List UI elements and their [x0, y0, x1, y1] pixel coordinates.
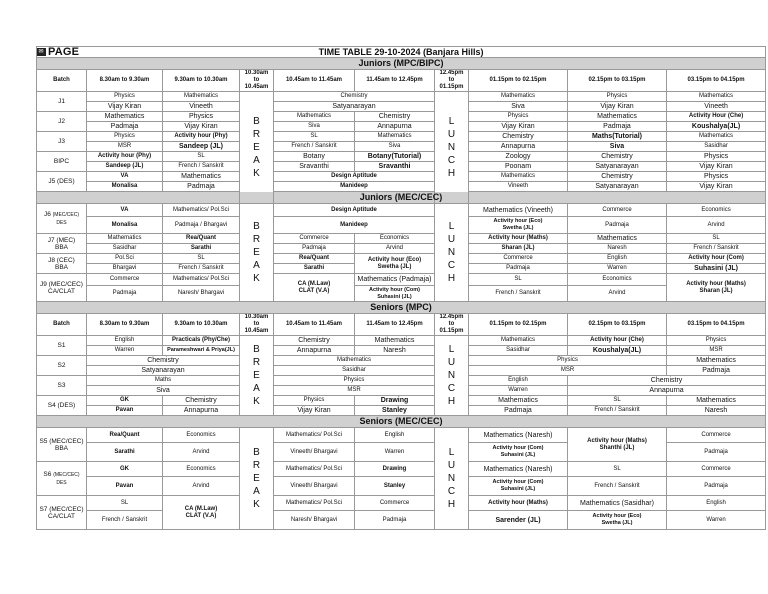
subject-cell: Design Aptitude	[274, 204, 435, 217]
teacher-cell: Sharan (JL)	[469, 244, 568, 254]
table-row	[37, 462, 766, 477]
teacher-cell: Warren	[568, 264, 667, 274]
teacher-cell: Arvind	[568, 286, 667, 302]
subject-cell: SL	[568, 396, 667, 406]
header-row	[37, 70, 766, 92]
subject-cell: Mathematics (Naresh)	[469, 428, 568, 443]
teacher-cell: MSR	[274, 386, 435, 396]
subject-cell: Mathematics	[568, 234, 667, 244]
teacher-cell: Activity hour (Eco) Swetha (JL)	[469, 217, 568, 234]
batch-cell: BIPC	[37, 152, 87, 172]
subject-cell: SL	[274, 132, 355, 142]
teacher-cell: Siva	[87, 386, 240, 396]
subject-cell: Physics	[163, 112, 240, 122]
subject-cell: Mathematics/ Pol.Sci	[274, 462, 355, 477]
header-slot: 12.45pm to 01.15pm	[435, 70, 469, 92]
subject-cell: Activity hour (Com)	[667, 254, 766, 264]
teacher-cell: Vijay Kiran	[87, 102, 163, 112]
batch-cell: J9 (MEC/CEC) CA/CLAT	[37, 274, 87, 302]
teacher-cell: MSR	[667, 346, 766, 356]
teacher-cell: Satyanarayan	[568, 162, 667, 172]
teacher-cell: MSR	[469, 366, 667, 376]
subject-cell: Activity hour (Phy)	[87, 152, 163, 162]
teacher-cell: Satyanarayan	[274, 102, 435, 112]
subject-cell: Mathematics	[355, 336, 435, 346]
table-row	[37, 172, 766, 182]
header-slot: 10.45am to 11.45am	[274, 70, 355, 92]
subject-cell: Mathematics	[469, 172, 568, 182]
teacher-cell: Sasidhar	[469, 346, 568, 356]
subject-cell: Mathematics	[568, 112, 667, 122]
subject-cell: CA (M.Law) CLAT (V.A)	[163, 496, 240, 530]
header-slot: 8.30am to 9.30am	[87, 70, 163, 92]
subject-cell: Mathematics	[667, 396, 766, 406]
subject-cell: VA	[87, 172, 163, 182]
subject-cell: Chemistry	[163, 396, 240, 406]
teacher-cell: Annapurna	[568, 386, 766, 396]
teacher-cell: Manideep	[274, 217, 435, 234]
subject-cell: Physics	[469, 112, 568, 122]
subject-cell: Economics	[667, 204, 766, 217]
subject-cell: SL	[87, 496, 163, 511]
batch-cell: S2	[37, 356, 87, 376]
subject-cell: Chemistry	[469, 132, 568, 142]
subject-cell: Physics	[667, 152, 766, 162]
subject-cell: Physics	[274, 396, 355, 406]
subject-cell: Activity hour (Phy)	[163, 132, 240, 142]
batch-cell: J1	[37, 92, 87, 112]
subject-cell: Mathematics	[355, 132, 435, 142]
subject-cell: Physics	[469, 356, 667, 366]
subject-cell: SL	[469, 274, 568, 286]
subject-cell: Mathematics	[667, 132, 766, 142]
subject-cell: Mathematics	[667, 356, 766, 366]
teacher-cell: Monalisa	[87, 217, 163, 234]
batch-cell: S5 (MEC/CEC) BBA	[37, 428, 87, 462]
teacher-cell: Pavan	[87, 477, 163, 496]
batch-cell: J2	[37, 112, 87, 132]
header-slot: 9.30am to 10.30am	[163, 70, 240, 92]
teacher-cell: Activity hour (Com) Suhasini (JL)	[469, 443, 568, 462]
teacher-cell: Arvind	[163, 443, 240, 462]
subject-cell: Physics	[667, 336, 766, 346]
teacher-cell: Sravanthi	[355, 162, 435, 172]
teacher-cell: Padmaja	[667, 477, 766, 496]
table-row	[37, 274, 766, 286]
subject-cell: Maths	[87, 376, 240, 386]
teacher-cell: Vijay Kiran	[163, 122, 240, 132]
table-row	[37, 122, 766, 132]
header-slot: 8.30am to 9.30am	[87, 314, 163, 336]
batch-cell: S4 (DES)	[37, 396, 87, 416]
subject-cell: Zoology	[469, 152, 568, 162]
teacher-cell: Arvind	[163, 477, 240, 496]
teacher-cell: Padmaja	[469, 406, 568, 416]
section-juniors-mec: Juniors (MEC/CEC)	[37, 192, 766, 204]
teacher-cell: Koushalya(JL)	[568, 346, 667, 356]
teacher-cell: Sasidhar	[667, 142, 766, 152]
batch-cell: S3	[37, 376, 87, 396]
page-title: TIME TABLE 29-10-2024 (Banjara Hills)	[37, 47, 766, 58]
subject-cell: Pol.Sci	[87, 254, 163, 264]
batch-cell: S1	[37, 336, 87, 356]
teacher-cell: Arvind	[355, 244, 435, 254]
subject-cell: Mathematics	[667, 92, 766, 102]
table-row	[37, 386, 766, 396]
teacher-cell: Vijay Kiran	[667, 162, 766, 172]
subject-cell: Physics	[667, 172, 766, 182]
teacher-cell: Sarender (JL)	[469, 511, 568, 530]
header-batch: Batch	[37, 314, 87, 336]
subject-cell: Chemistry	[568, 152, 667, 162]
teacher-cell: Vineeth/ Bhargavi	[274, 477, 355, 496]
subject-cell: Mathematics	[469, 336, 568, 346]
logo-text: PAGE	[48, 46, 80, 58]
batch-cell: J5 (DES)	[37, 172, 87, 192]
teacher-cell: Sasidhar	[87, 244, 163, 254]
batch-cell: J3	[37, 132, 87, 152]
subject-cell: Practicals (Phy/Che)	[163, 336, 240, 346]
header-slot: 02.15pm to 03.15pm	[568, 314, 667, 336]
subject-cell: Chemistry	[87, 356, 240, 366]
subject-cell: Design Aptitude	[274, 172, 435, 182]
subject-cell: Chemistry	[274, 92, 435, 102]
subject-cell: Mathematics/ Pol.Sci	[163, 274, 240, 286]
subject-cell: Commerce	[355, 496, 435, 511]
teacher-cell: Suhasini (JL)	[667, 264, 766, 274]
lunch-column: L U N C H	[435, 428, 469, 530]
header-slot: 9.30am to 10.30am	[163, 314, 240, 336]
subject-cell: Commerce	[568, 204, 667, 217]
teacher-cell: Vineeth	[469, 182, 568, 192]
subject-cell: Mathematics	[274, 356, 435, 366]
subject-cell: Rea/Quant	[163, 234, 240, 244]
subject-cell: Activity hour (Maths) Sharan (JL)	[667, 274, 766, 302]
subject-cell: Drawing	[355, 396, 435, 406]
teacher-cell: Vijay Kiran	[274, 406, 355, 416]
header-slot: 03.15pm to 04.15pm	[667, 314, 766, 336]
table-row	[37, 217, 766, 234]
teacher-cell: Poonam	[469, 162, 568, 172]
subject-cell: GK	[87, 396, 163, 406]
subject-cell: Mathematics	[274, 112, 355, 122]
teacher-cell: Siva	[355, 142, 435, 152]
teacher-cell: Padmaja	[274, 244, 355, 254]
table-row	[37, 496, 766, 511]
section-seniors-mpc: Seniors (MPC)	[37, 302, 766, 314]
teacher-cell: Koushalya(JL)	[667, 122, 766, 132]
subject-cell: Mathematics	[469, 396, 568, 406]
teacher-cell: Padmaja	[355, 511, 435, 530]
teacher-cell: Vineeth	[667, 102, 766, 112]
subject-cell: Botany	[274, 152, 355, 162]
header-slot: 01.15pm to 02.15pm	[469, 70, 568, 92]
teacher-cell: French / Sanskrit	[163, 264, 240, 274]
subject-cell: Commerce	[274, 234, 355, 244]
timetable-page	[36, 46, 765, 544]
break-column: B R E A K	[240, 428, 274, 530]
header-slot: 02.15pm to 03.15pm	[568, 70, 667, 92]
batch-cell: J8 (CEC) BBA	[37, 254, 87, 274]
subject-cell: Mathematics/ Pol.Sci	[163, 204, 240, 217]
subject-cell: SL	[163, 254, 240, 264]
subject-cell: Activity hour (Eco) Swetha (JL)	[355, 254, 435, 274]
table-row	[37, 286, 766, 302]
table-row	[37, 234, 766, 244]
subject-cell: SL	[568, 462, 667, 477]
teacher-cell: Pavan	[87, 406, 163, 416]
teacher-cell: Vijay Kiran	[568, 102, 667, 112]
teacher-cell: Padmaja	[568, 217, 667, 234]
table-row	[37, 162, 766, 172]
table-row	[37, 366, 766, 376]
table-row	[37, 346, 766, 356]
teacher-cell: Vijay Kiran	[667, 182, 766, 192]
teacher-cell: Annapurna	[469, 142, 568, 152]
teacher-cell: Naresh	[667, 406, 766, 416]
subject-cell: Activity hour (Maths) Shanthi (JL)	[568, 428, 667, 462]
teacher-cell: Naresh/ Bhargavi	[274, 511, 355, 530]
subject-cell: Commerce	[87, 274, 163, 286]
batch-cell: S6 (MEC/CEC) DES	[37, 462, 87, 496]
subject-cell: Mathematics	[469, 92, 568, 102]
table-row	[37, 336, 766, 346]
subject-cell: GK	[87, 462, 163, 477]
table-row	[37, 396, 766, 406]
teacher-cell: Siva	[274, 122, 355, 132]
table-row	[37, 132, 766, 142]
subject-cell: SL	[163, 152, 240, 162]
teacher-cell: Sravanthi	[274, 162, 355, 172]
teacher-cell: French / Sanskrit	[274, 142, 355, 152]
subject-cell: Mathematics/ Pol.Sci	[274, 496, 355, 511]
table-row	[37, 244, 766, 254]
teacher-cell: Satyanarayan	[87, 366, 240, 376]
teacher-cell: Activity hour (Eco) Swetha (JL)	[568, 511, 667, 530]
teacher-cell: Manideep	[274, 182, 435, 192]
table-row	[37, 406, 766, 416]
table-row	[37, 204, 766, 217]
teacher-cell: Sarathi	[163, 244, 240, 254]
subject-cell: Mathematics	[87, 234, 163, 244]
teacher-cell: Warren	[469, 386, 568, 396]
teacher-cell: French / Sanskrit	[163, 162, 240, 172]
teacher-cell: Naresh/ Bhargavi	[163, 286, 240, 302]
subject-cell: Physics	[568, 92, 667, 102]
break-column: B R E A K	[240, 336, 274, 416]
teacher-cell: Padmaja / Bhargavi	[163, 217, 240, 234]
teacher-cell: French / Sanskrit	[568, 406, 667, 416]
teacher-cell: Vineeth	[163, 102, 240, 112]
subject-cell: Activity hour (Che)	[568, 336, 667, 346]
subject-cell: English	[355, 428, 435, 443]
table-row	[37, 376, 766, 386]
teacher-cell: French / Sanskrit	[667, 244, 766, 254]
teacher-cell: French / Sanskrit	[469, 286, 568, 302]
subject-cell: Physics	[274, 376, 435, 386]
subject-cell: Economics	[163, 462, 240, 477]
header-slot: 03.15pm to 04.15pm	[667, 70, 766, 92]
teacher-cell: Padmaja	[667, 443, 766, 462]
batch-cell: J6 (MEC/CEC) DES	[37, 204, 87, 234]
subject-cell: Commerce	[667, 428, 766, 443]
subject-cell: Mathematics (Naresh)	[469, 462, 568, 477]
teacher-cell: Sarathi	[274, 264, 355, 274]
subject-cell: Activity hour (Maths)	[469, 496, 568, 511]
break-column: B R E A K	[240, 92, 274, 204]
header-slot: 10.30am to 10.45am	[240, 314, 274, 336]
teacher-cell: Naresh	[355, 346, 435, 356]
subject-cell: English	[568, 254, 667, 264]
subject-cell: Economics	[568, 274, 667, 286]
subject-cell: Chemistry	[568, 172, 667, 182]
teacher-cell: Annapurna	[163, 406, 240, 416]
subject-cell: Rea/Quant	[87, 428, 163, 443]
table-row	[37, 511, 766, 530]
subject-cell: Physics	[87, 132, 163, 142]
teacher-cell: Monalisa	[87, 182, 163, 192]
subject-cell: Mathematics (Vineeth)	[469, 204, 568, 217]
section-juniors-mpc: Juniors (MPC/BIPC)	[37, 58, 766, 70]
table-row	[37, 102, 766, 112]
subject-cell: English	[667, 496, 766, 511]
lunch-column: L U N C H	[435, 204, 469, 302]
header-slot: 10.30am to 10.45am	[240, 70, 274, 92]
batch-cell: S7 (MEC/CEC) CA/CLAT	[37, 496, 87, 530]
subject-cell: Commerce	[469, 254, 568, 264]
subject-cell: CA (M.Law) CLAT (V.A)	[274, 274, 355, 302]
subject-cell: Mathematics/ Pol.Sci	[274, 428, 355, 443]
subject-cell: Activity Hour (Che)	[667, 112, 766, 122]
subject-cell: Botany(Tutorial)	[355, 152, 435, 162]
table-row	[37, 152, 766, 162]
subject-cell: English	[87, 336, 163, 346]
table-row	[37, 142, 766, 152]
teacher-cell: Warren	[87, 346, 163, 356]
header-batch: Batch	[37, 70, 87, 92]
header-slot: 12.45pm to 01.15pm	[435, 314, 469, 336]
teacher-cell: Parameshwari & Priya(JL)	[163, 346, 240, 356]
table-row	[37, 254, 766, 264]
subject-cell: Economics	[163, 428, 240, 443]
section-seniors-mec: Seniors (MEC/CEC)	[37, 416, 766, 428]
teacher-cell: Vineeth/ Bhargavi	[274, 443, 355, 462]
teacher-cell: Sasidhar	[274, 366, 435, 376]
subject-cell: Mathematics	[163, 172, 240, 182]
subject-cell: VA	[87, 204, 163, 217]
header-slot: 11.45am to 12.45pm	[355, 70, 435, 92]
subject-cell: Chemistry	[355, 112, 435, 122]
subject-cell: Activity hour (Maths)	[469, 234, 568, 244]
table-row	[37, 477, 766, 496]
subject-cell: Drawing	[355, 462, 435, 477]
break-column: B R E A K	[240, 204, 274, 302]
subject-cell: Commerce	[667, 462, 766, 477]
teacher-cell: Naresh	[568, 244, 667, 254]
teacher-cell: Stanley	[355, 477, 435, 496]
table-row	[37, 356, 766, 366]
subject-cell: Mathematics	[87, 112, 163, 122]
teacher-cell: Annapurna	[355, 122, 435, 132]
teacher-cell: French / Sanskrit	[568, 477, 667, 496]
subject-cell: Mathematics (Padmaja)	[355, 274, 435, 286]
teacher-cell: Annapurna	[274, 346, 355, 356]
subject-cell: Physics	[87, 92, 163, 102]
teacher-cell: French / Sanskrit	[87, 511, 163, 530]
teacher-cell: Stanley	[355, 406, 435, 416]
lunch-column: L U N C H	[435, 336, 469, 416]
subject-cell: Rea/Quant	[274, 254, 355, 264]
table-row	[37, 182, 766, 192]
table-row	[37, 428, 766, 443]
lunch-column: L U N C H	[435, 92, 469, 204]
teacher-cell: Warren	[667, 511, 766, 530]
teacher-cell: Sandeep (JL)	[87, 162, 163, 172]
subject-cell: Chemistry	[274, 336, 355, 346]
subject-cell: English	[469, 376, 568, 386]
teacher-cell: Sandeep (JL)	[163, 142, 240, 152]
teacher-cell: Padmaja	[469, 264, 568, 274]
header-slot: 01.15pm to 02.15pm	[469, 314, 568, 336]
teacher-cell: Padmaja	[667, 366, 766, 376]
email-icon: ✉	[36, 48, 46, 56]
subject-cell: Chemistry	[568, 376, 766, 386]
subject-cell: Mathematics	[163, 92, 240, 102]
teacher-cell: Sarathi	[87, 443, 163, 462]
teacher-cell: Padmaja	[87, 286, 163, 302]
timetable	[36, 46, 766, 530]
batch-cell: J7 (MEC) BBA	[37, 234, 87, 254]
teacher-cell: Activity hour (Com) Suhasini (JL)	[469, 477, 568, 496]
teacher-cell: Siva	[568, 142, 667, 152]
subject-cell: SL	[667, 234, 766, 244]
teacher-cell: Arvind	[667, 217, 766, 234]
teacher-cell: Siva	[469, 102, 568, 112]
header-slot: 10.45am to 11.45am	[274, 314, 355, 336]
teacher-cell: Bhargavi	[87, 264, 163, 274]
teacher-cell: Vijay Kiran	[469, 122, 568, 132]
table-row	[37, 112, 766, 122]
subject-cell: Maths(Tutorial)	[568, 132, 667, 142]
subject-cell: Economics	[355, 234, 435, 244]
table-row	[37, 92, 766, 102]
teacher-cell: Padmaja	[163, 182, 240, 192]
header-slot: 11.45am to 12.45pm	[355, 314, 435, 336]
teacher-cell: MSR	[87, 142, 163, 152]
teacher-cell: Activity hour (Com) Suhasini (JL)	[355, 286, 435, 302]
teacher-cell: Padmaja	[568, 122, 667, 132]
teacher-cell: Padmaja	[87, 122, 163, 132]
teacher-cell: Satyanarayan	[568, 182, 667, 192]
teacher-cell: Warren	[355, 443, 435, 462]
header-row	[37, 314, 766, 336]
subject-cell: Mathematics (Sasidhar)	[568, 496, 667, 511]
